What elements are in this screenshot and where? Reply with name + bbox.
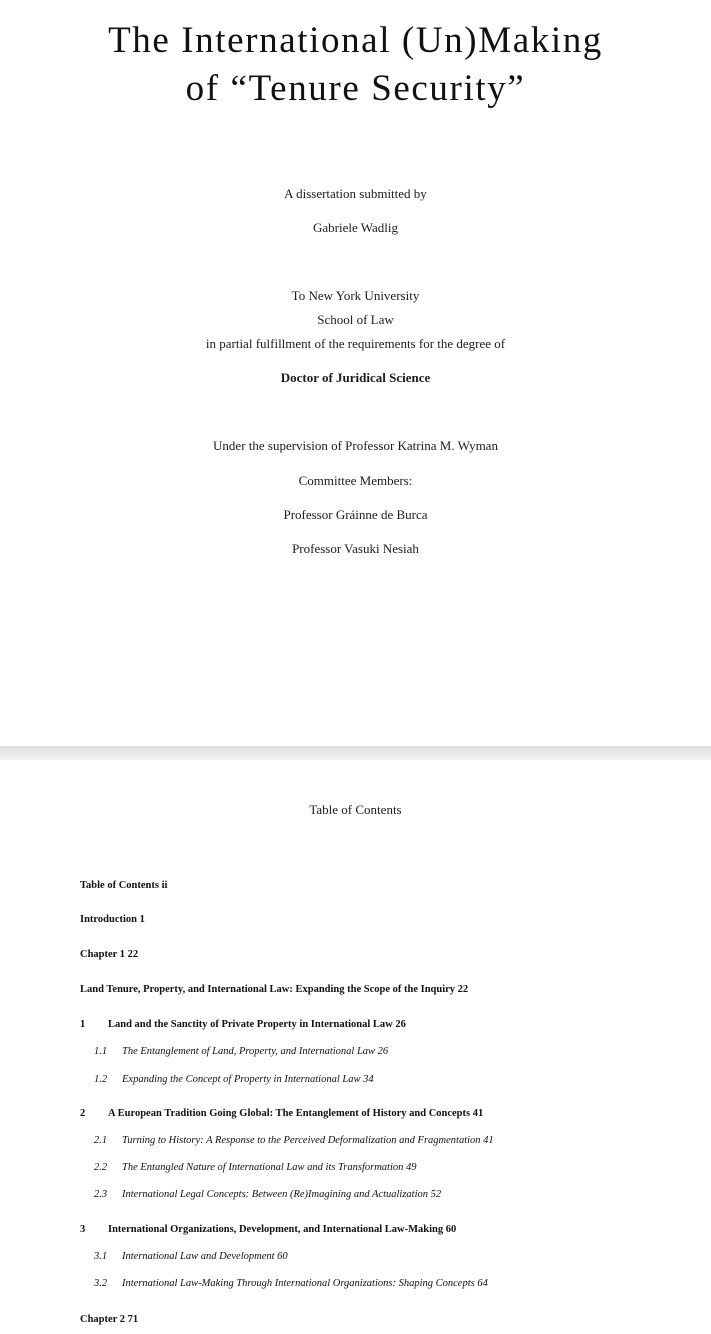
toc-entry-chapter-1-title[interactable]: Land Tenure, Property, and International Law: Expanding the Scope of the Inquiry 22 [80, 984, 469, 995]
section-title: International Legal Concepts: Between (Re)Imagining and Actualization 52 [122, 1189, 442, 1200]
toc-entry-section-2[interactable] [80, 1109, 680, 1120]
section-number: 2.1 [94, 1135, 108, 1146]
degree-name: Doctor of Juridical Science [280, 370, 431, 385]
section-title: The Entangled Nature of International Law and its Transformation 49 [122, 1162, 417, 1173]
supervision-text: Under the supervision of Professor Katrina M. Wyman [213, 438, 498, 453]
partial-fulfillment-text: in partial fulfillment of the requirements for the degree of [205, 336, 506, 351]
section-number: 3.1 [94, 1251, 108, 1262]
author-name: Gabriele Wadlig [313, 220, 398, 235]
section-title: International Organizations, Development, and International Law-Making 60 [108, 1224, 457, 1235]
section-title: Turning to History: A Response to the Perceived Deformalization and Fragmentation 41 [122, 1135, 494, 1146]
toc-entry-section-2-3[interactable] [94, 1190, 674, 1201]
section-title: International Law-Making Through International Organizations: Shaping Concepts 64 [122, 1278, 488, 1289]
section-title: A European Tradition Going Global: The Entanglement of History and Concepts 41 [108, 1108, 484, 1119]
section-title: International Law and Development 60 [122, 1251, 288, 1262]
section-number: 2.3 [94, 1189, 108, 1200]
section-number: 2 [80, 1108, 86, 1119]
committee-member-1: Professor Gráinne de Burca [283, 507, 428, 522]
toc-entry-toc[interactable]: Table of Contents ii [80, 880, 168, 891]
toc-entry-introduction[interactable]: Introduction 1 [80, 914, 145, 925]
toc-heading: Table of Contents [309, 802, 402, 817]
section-title: Land and the Sanctity of Private Property in International Law 26 [108, 1019, 406, 1030]
toc-entry-section-1-2[interactable] [94, 1075, 674, 1086]
dissertation-title-line-2: of “Tenure Security” [185, 68, 526, 109]
section-number: 2.2 [94, 1162, 108, 1173]
page-divider [0, 746, 711, 760]
dissertation-title-line-1: The International (Un)Making [108, 20, 603, 61]
toc-entry-section-1[interactable] [80, 1020, 680, 1031]
toc-entry-section-3-2[interactable] [94, 1279, 674, 1290]
section-title: The Entanglement of Land, Property, and International Law 26 [122, 1046, 389, 1057]
toc-entry-chapter-2[interactable]: Chapter 2 71 [80, 1314, 139, 1325]
toc-entry-section-2-1[interactable] [94, 1136, 674, 1147]
toc-page [0, 760, 711, 1334]
toc-entry-section-1-1[interactable] [94, 1047, 674, 1058]
school-text: School of Law [317, 312, 394, 327]
section-number: 1.2 [94, 1074, 108, 1085]
toc-entry-chapter-1[interactable]: Chapter 1 22 [80, 949, 139, 960]
university-text: To New York University [291, 288, 420, 303]
toc-entry-section-2-2[interactable] [94, 1163, 674, 1174]
section-number: 1 [80, 1019, 86, 1030]
committee-member-2: Professor Vasuki Nesiah [292, 541, 419, 556]
toc-entry-section-3[interactable] [80, 1225, 680, 1236]
section-number: 3.2 [94, 1278, 108, 1289]
submitted-by-text: A dissertation submitted by [284, 186, 427, 201]
committee-label: Committee Members: [298, 473, 413, 488]
section-title: Expanding the Concept of Property in International Law 34 [122, 1074, 374, 1085]
section-number: 1.1 [94, 1046, 108, 1057]
section-number: 3 [80, 1224, 86, 1235]
toc-entry-section-3-1[interactable] [94, 1252, 674, 1263]
